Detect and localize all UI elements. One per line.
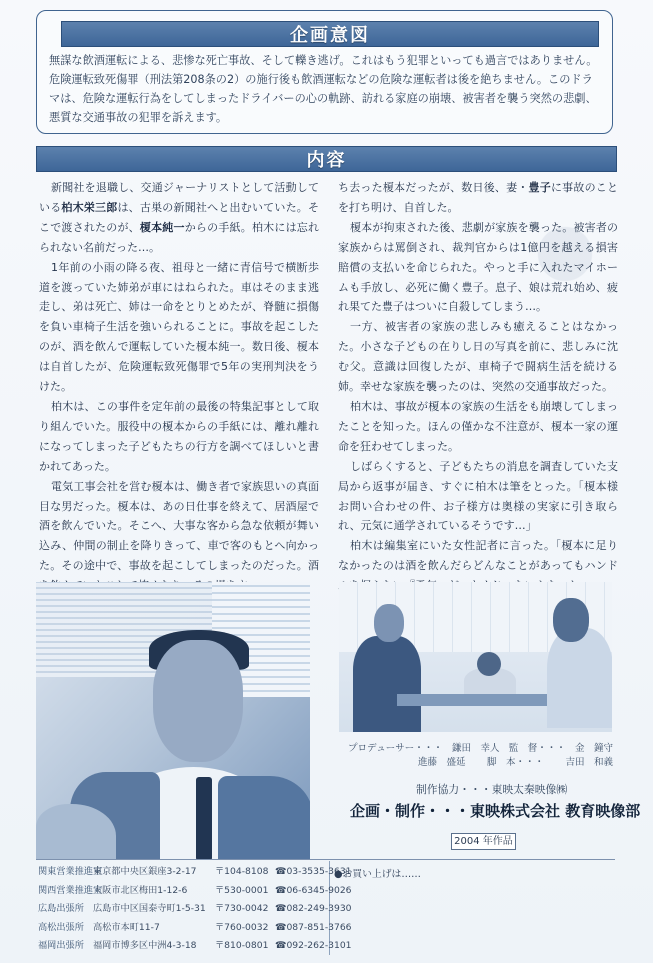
left-paragraph-2: 1年前の小雨の降る夜、祖母と一緒に青信号で横断歩道を渡っていた姉弟が車にはねられた。車はそのまま逃走し、弟は死亡、姉は一命をとりとめたが、脊髄に損傷を負い車椅子生活を強いられることに。事故を起こしたのが、酒を飲んで運転していた榎本純一。数日後、榎本は自首したが、危険運転致死傷罪で5年の実刑判決をうけた。 (39, 260, 319, 394)
office-address: 福岡市博多区中洲4-3-18 (93, 940, 197, 952)
credit-row-2 (348, 756, 613, 770)
credit-writer-name: 吉田 和義 (565, 757, 613, 768)
left-p1-name-enomoto: 榎本純一 (139, 220, 185, 234)
content-title-band (36, 146, 617, 172)
office-address: 高松市本町11-7 (93, 921, 160, 933)
office-address: 広島市中区国泰寺町1-5-31 (93, 903, 206, 915)
credit-director-name: 金 鐘守 (574, 743, 613, 754)
office-row (38, 863, 352, 882)
intent-text: 無謀な飲酒運転による、悲惨な死亡事故、そして轢き逃げ。これはもう犯罪といっても過言ではありません。危険運転致死傷罪（刑法第208条の2）の施行後も飲酒運転などの危険な運転者は後を絶ちません。このドラマは、危険な運転行為をしてしまったドライバーの心の軌跡、訪れる家庭の崩壊、被害者を襲う突然の悲劇、悪質な交通事故の犯罪を訴えます。 (49, 54, 598, 124)
right-p1-c: に事故のことを打ち明け、自首した。 (338, 181, 619, 214)
office-zip: 〒760-0032 (215, 921, 269, 933)
office-row (38, 937, 352, 956)
purchase-note: ●お買い上げは…… (334, 869, 421, 880)
right-paragraph-4: 柏木は、事故が榎本の家族の生活をも崩壊してしまったことを知った。ほんの僅かな不注意が、榎本一家の運命を狂わせてしまった。 (338, 399, 618, 453)
left-paragraph-4: 電気工事会社を営む榎本は、働き者で家族思いの真面目な男だった。榎本は、あの日仕事を終えて、居酒屋で酒を飲んでいた。そこへ、大事な客から急な依頼が舞い込み、仲間の制止を降りきって、車で客のもとへ向かった。その途中で、事故を起こしてしまったのだった。酒 (39, 479, 319, 573)
content-left-column (39, 178, 319, 596)
office-name: 高松出張所 (38, 921, 84, 933)
left-p1-name-kashiwagi: 柏木栄三郎 (61, 200, 118, 214)
left-paragraph-1 (39, 178, 319, 258)
office-name: 関東営業推進室 (38, 866, 103, 877)
main-actor-photo (36, 582, 310, 860)
office-tel: ☎092-262-3101 (275, 940, 352, 952)
content-right-column (338, 178, 629, 596)
office-zip: 〒530-0001 (215, 884, 269, 896)
office-row (38, 919, 352, 938)
office-tel: ☎06-6345-9026 (275, 884, 352, 896)
intent-title-band (61, 21, 599, 47)
right-paragraph-6: 柏木は編集室にいた女性記者に言った。「榎本に足りなかったのは酒を飲んだらどんなことがあってもハンド (338, 539, 618, 573)
credit-producer-label: プロデューサー・・・ (348, 743, 443, 754)
credit-director-label: 監 督・・・ (508, 743, 566, 754)
credits-block (348, 742, 613, 770)
production-year: 2004 年作品 (451, 833, 516, 850)
credit-producer-name-2: 進藤 盛延 (418, 757, 466, 768)
office-name: 関西営業推進室 (38, 884, 103, 896)
credit-writer-label: 脚 本・・・ (486, 757, 544, 768)
office-name: 福岡出張所 (38, 940, 84, 952)
office-tel: ☎03-3535-3631 (275, 866, 352, 877)
intent-title: 企画意図 (290, 25, 370, 46)
right-paragraph-5: しばらくすると、子どもたちの消息を調査していた支局から返事が届き、すぐに柏木は筆をとった。「榎本様 お問い合わせの件、お子様方は奥様の実家に引き取られ、元気に通学されているそうです…」 (338, 459, 629, 533)
right-p1-a: ち去った榎本だったが、数日後、妻・ (338, 181, 529, 194)
office-zip: 〒810-0801 (215, 940, 269, 952)
office-row (38, 900, 352, 919)
right-paragraph-1 (338, 178, 618, 218)
credit-producer-name: 鎌田 幸人 (451, 743, 500, 754)
office-tel: ☎082-249-3930 (275, 903, 352, 915)
planning-production: 企画・制作・・・東映株式会社 教育映像部 (350, 802, 641, 820)
right-paragraph-2: 榎本が拘束された後、悲劇が家族を襲った。被害者の家族からは罵倒され、裁判官からは1億円を越える損害賠償の支払いを命じられた。やっと手に入れたマイホームも手放し、必死に働く豊子。息子、娘は荒れ始め、疲れ果てた豊子はついに自殺してしまう…。 (338, 220, 618, 314)
office-tel: ☎087-851-3766 (275, 921, 352, 933)
office-row (38, 882, 352, 901)
right-p1-name-toyoko: 豊子 (528, 181, 551, 194)
office-list (38, 863, 352, 956)
office-zip: 〒730-0042 (215, 903, 269, 915)
scene-photo (339, 582, 612, 732)
office-address: 大阪市北区梅田1-12-6 (93, 884, 188, 896)
credit-row-1 (348, 742, 613, 756)
office-name: 広島出張所 (38, 903, 84, 915)
left-p1-c: は、古巣の新聞社へと出むいていた。そこで渡されたのが、 (39, 200, 320, 234)
left-paragraph-3: 柏木は、この事件を定年前の最後の特集記事として取り組んでいた。服役中の榎本からの手紙には、離れ離れになってしまった子どもたちの行方を調べてほしいと書かれてあった。 (39, 399, 319, 473)
office-address: 東京都中央区銀座3-2-17 (93, 866, 197, 877)
production-cooperation: 制作協力・・・東映太秦映像㈱ (416, 783, 568, 796)
right-paragraph-3: 一方、被害者の家族の悲しみも癒えることはなかった。小さな子どもの在りし日の写真を前に、悲しみに沈む父。意識は回復したが、車椅子で闘病生活を続ける姉。幸せな家族を襲ったのは、突然の交通事故だった。 (338, 320, 618, 394)
content-title: 内容 (306, 150, 347, 171)
left-p1-e: からの手紙。柏木には忘れられない名前だった…。 (39, 220, 320, 254)
bottom-divider (36, 859, 615, 860)
left-p1-a: 新聞社を退職し、交通ジャーナリストとして活動している (39, 181, 319, 214)
office-zip: 〒104-8108 (215, 866, 269, 877)
